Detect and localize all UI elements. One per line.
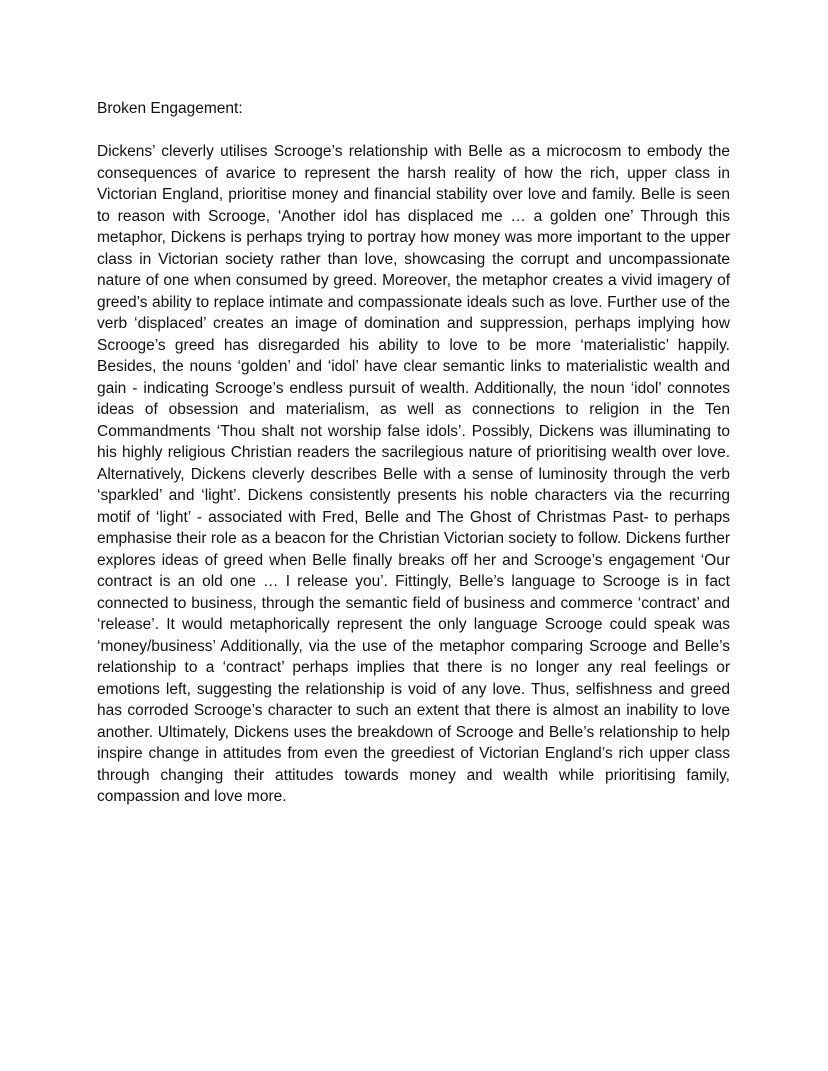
section-heading: Broken Engagement: xyxy=(97,100,243,117)
essay-paragraph: Dickens’ cleverly utilises Scrooge’s relationship with Belle as a microcosm to embody the consequences of avarice to represent the harsh reality of how the rich, upper class in Victorian England, prioritise money and financial stability over love and family. Belle is seen to reason with Scrooge, ‘Another idol has displaced me … a golden one’ Through this metaphor, Dickens is perhaps trying to portray how money was more important to the upper class in Victorian society rather than love, showcasing the corrupt and uncompassionate nature of one when consumed by greed. Moreover, the metaphor creates a vivid imagery of greed’s ability to replace intimate and compassionate ideals such as love. Further use of the verb ‘displaced’ creates an image of domination and suppression, perhaps implying how Scrooge’s greed has disregarded his ability to love to be more ‘materialistic’ happily. Besides, the nouns ‘golden’ and ‘idol’ have clear semantic links to materialistic wealth and gain - indicating Scrooge’s endless pursuit of wealth. Additionally, the noun ‘idol’ connotes ideas of obsession and materialism, as well as connections to religion in the Ten Commandments ‘Thou shalt not worship false idols’. Possibly, Dickens was illuminating to his highly religious Christian readers the sacrilegious nature of prioritising wealth over love. Alternatively, Dickens cleverly describes Belle with a sense of luminosity through the verb ‘sparkled’ and ‘light’. Dickens consistently presents his noble characters via the recurring motif of ‘light’ - associated with Fred, Belle and The Ghost of Christmas Past- to perhaps emphasise their role as a beacon for the Christian Victorian society to follow. Dickens further explores ideas of greed when Belle finally breaks off her and Scrooge’s engagement ‘Our contract is an old one … I release you’. Fittingly, Belle’s language to Scrooge is in fact connected to business, through the semantic field of business and commerce ‘contract’ and ‘release’. It would metaphorically represent the only language Scrooge could speak was ‘money/business’ Additionally, via the use of the metaphor comparing Scrooge and Belle’s relationship to a ‘contract’ perhaps implies that there is no longer any real feelings or emotions left, suggesting the relationship is void of any love. Thus, selfishness and greed has corroded Scrooge’s character to such an extent that there is almost an inability to love another. Ultimately, Dickens uses the breakdown of Scrooge and Belle’s relationship to help inspire change in attitudes from even the greediest of Victorian England’s rich upper class through changing their attitudes towards money and wealth while prioritising family, compassion and love more. xyxy=(97,143,730,805)
document-body xyxy=(97,98,730,808)
